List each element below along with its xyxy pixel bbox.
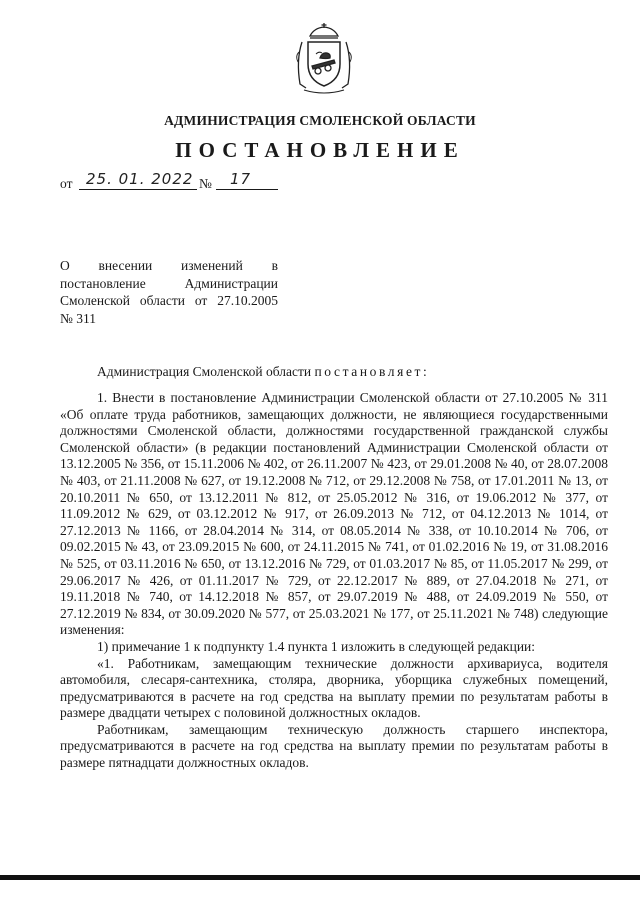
organization-name: АДМИНИСТРАЦИЯ СМОЛЕНСКОЙ ОБЛАСТИ	[164, 113, 476, 128]
subject-line: Смоленской области от 27.10.2005	[60, 293, 278, 308]
body-paragraph: Работникам, замещающим техническую должность старшего инспектора, предусматриваются в расчете на год средства на выплату премии по результатам работы в размере пятнадцати должностных окладов.	[60, 721, 608, 771]
decree-intro	[97, 364, 429, 380]
date-number-line	[60, 170, 340, 192]
date-underline	[79, 189, 197, 190]
subject-line: постановление Администрации	[60, 275, 278, 291]
subject-line: № 311	[60, 310, 97, 326]
decree-intro-prefix: Администрация Смоленской области	[97, 364, 315, 379]
document-type-title: ПОСТАНОВЛЕНИЕ	[175, 138, 465, 162]
decree-intro-spaced-word: постановляет:	[314, 364, 430, 379]
coat-of-arms-icon	[292, 22, 356, 96]
subject-line: О внесении изменений в	[60, 258, 278, 273]
number-label: №	[199, 176, 212, 191]
document-subject	[60, 257, 278, 327]
document-body	[60, 390, 608, 772]
body-paragraph: 1. Внести в постановление Администрации Смоленской области от 27.10.2005 № 311 «Об оплате труда работников, замещающих должности, не являющиеся государственными должностями Смоленской области, должностями государственной гражданской службы Смоленской области» (в редакции постановлений Администрации Смоленской области от 13.12.2005 № 356, от 15.11.2006 № 402, от 26.11.2007 № 423, от 29.01.2008 № 40, от 28.07.2008 № 403, от 21.11.2008 № 627, от 19.12.2008 № 712, от 29.12.2008 № 758, от 17.01.2011 № 13, от 20.10.2011 № 650, от 13.12.2011 № 812, от 25.05.2012 № 316, от 19.06.2012 № 377, от 11.09.2012 № 629, от 03.12.2012 № 917, от 26.09.2013 № 712, от 04.12.2013 № 1014, от 27.12.2013 № 1166, от 28.04.2014 № 314, от 08.05.2014 № 338, от 10.10.2014 № 706, от 09.02.2015 № 43, от 23.09.2015 № 600, от 24.11.2015 № 741, от 01.02.2016 № 19, от 31.08.2016 № 525, от 03.11.2016 № 650, от 13.12.2016 № 729, от 01.03.2017 № 85, от 11.05.2017 № 299, от 29.06.2017 № 426, от 01.11.2017 № 729, от 22.12.2017 № 889, от 27.04.2018 № 271, от 19.11.2018 № 740, от 14.12.2018 № 857, от 29.07.2019 № 488, от 24.09.2019 № 550, от 27.12.2019 № 834, от 30.09.2020 № 577, от 25.03.2021 № 177, от 25.11.2021 № 748) следующие изменения:	[60, 390, 608, 638]
body-paragraph: «1. Работникам, замещающим технические должности архивариуса, водителя автомобиля, слесаря-сантехника, столяра, дворника, уборщика служебных помещений, предусматриваются в расчете на год средства на выплату премии по результатам работы в размере двадцати четырех с половиной должностных окладов.	[60, 655, 608, 721]
date-from-label: от	[60, 176, 73, 191]
date-handwritten: 25. 01. 2022	[86, 170, 194, 188]
body-paragraph: 1) примечание 1 к подпункту 1.4 пункта 1 изложить в следующей редакции:	[97, 638, 536, 654]
number-handwritten: 17	[230, 170, 252, 188]
number-underline	[216, 189, 278, 190]
scan-bottom-edge	[0, 875, 640, 880]
